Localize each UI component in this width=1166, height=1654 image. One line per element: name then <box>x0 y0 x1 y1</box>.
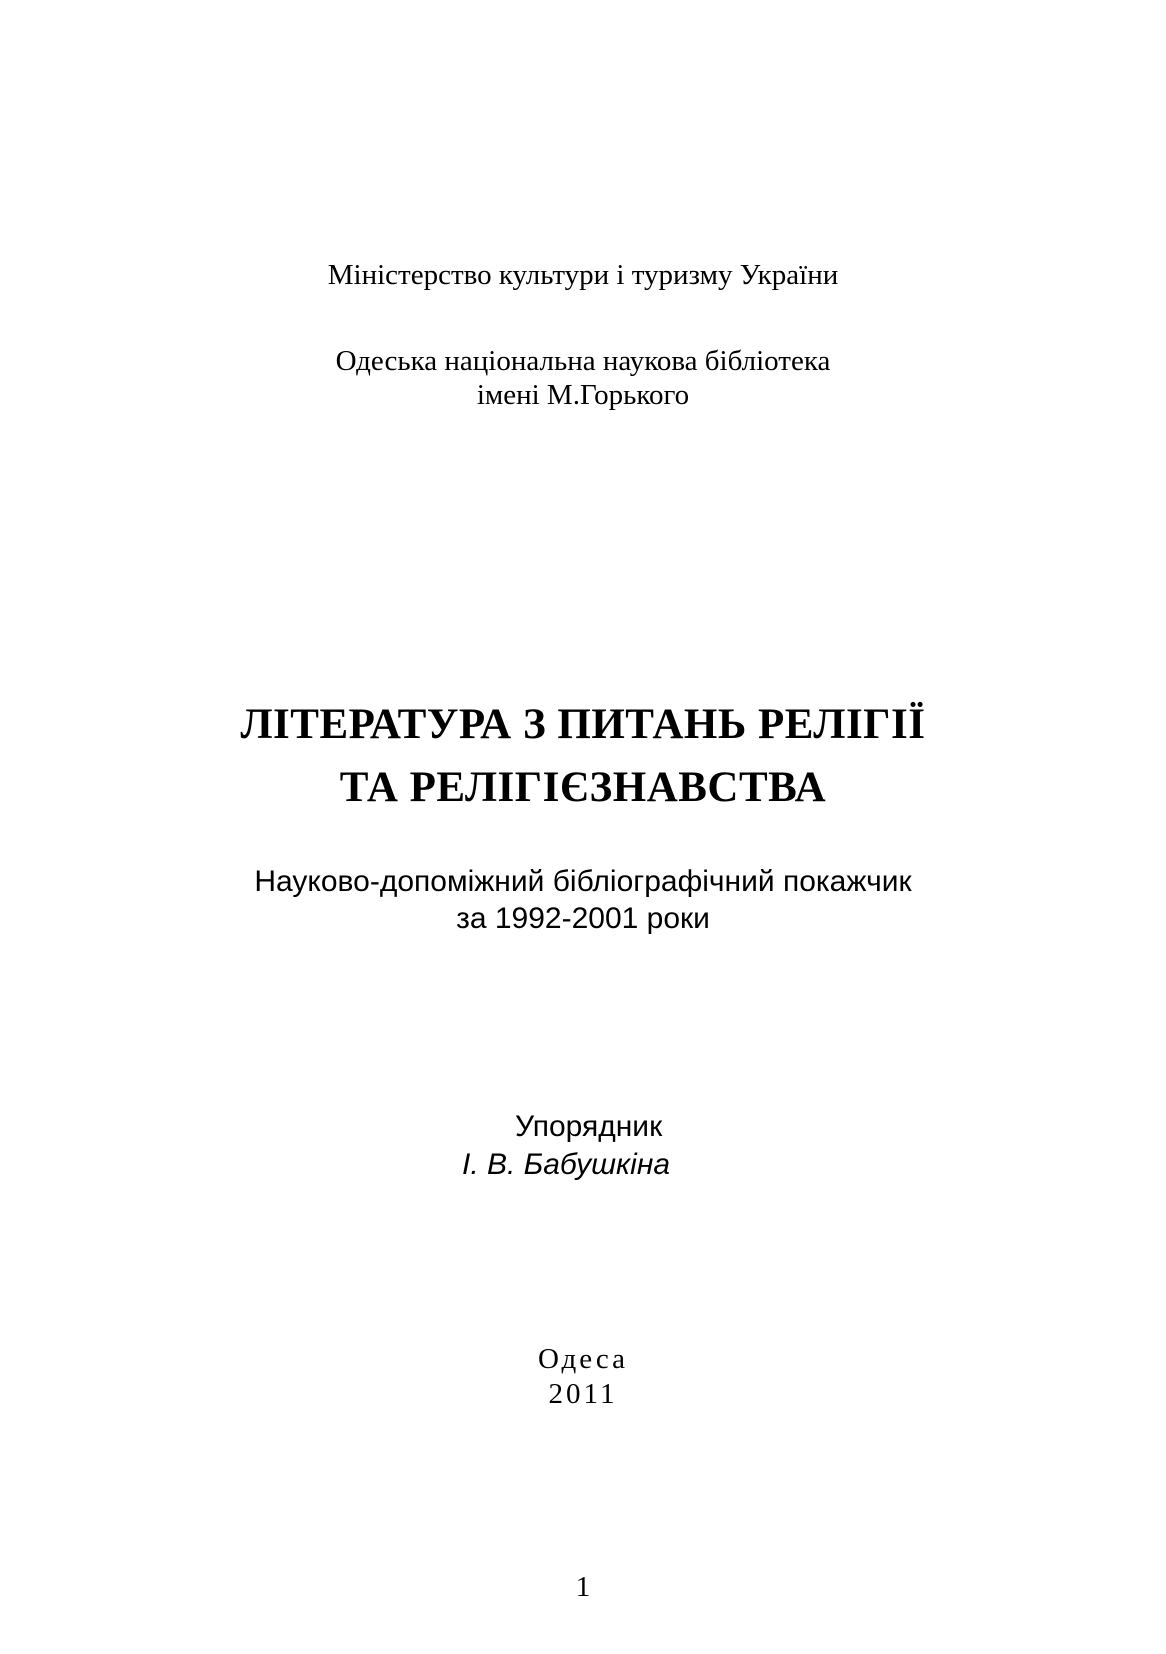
document-subtitle-line1: Науково-допоміжний бібліографічний покажчик <box>254 865 912 898</box>
page-number: 1 <box>575 1571 591 1603</box>
library-name-line1: Одеська національна наукова бібліотека <box>335 345 831 377</box>
document-title-line1: ЛІТЕРАТУРА З ПИТАНЬ РЕЛІГІЇ <box>240 701 926 748</box>
ministry-name: Міністерство культури і туризму України <box>327 259 839 291</box>
publication-city: Одеса <box>537 1343 628 1375</box>
library-name-line2: імені М.Горького <box>476 379 690 411</box>
document-title-line2: ТА РЕЛІГІЄЗНАВСТВА <box>339 764 827 811</box>
publication-year: 2011 <box>548 1378 618 1410</box>
compiler-label: Упорядник <box>515 1110 663 1143</box>
compiler-name: І. В. Бабушкіна <box>462 1148 671 1181</box>
document-subtitle-line2: за 1992-2001 роки <box>456 902 710 935</box>
